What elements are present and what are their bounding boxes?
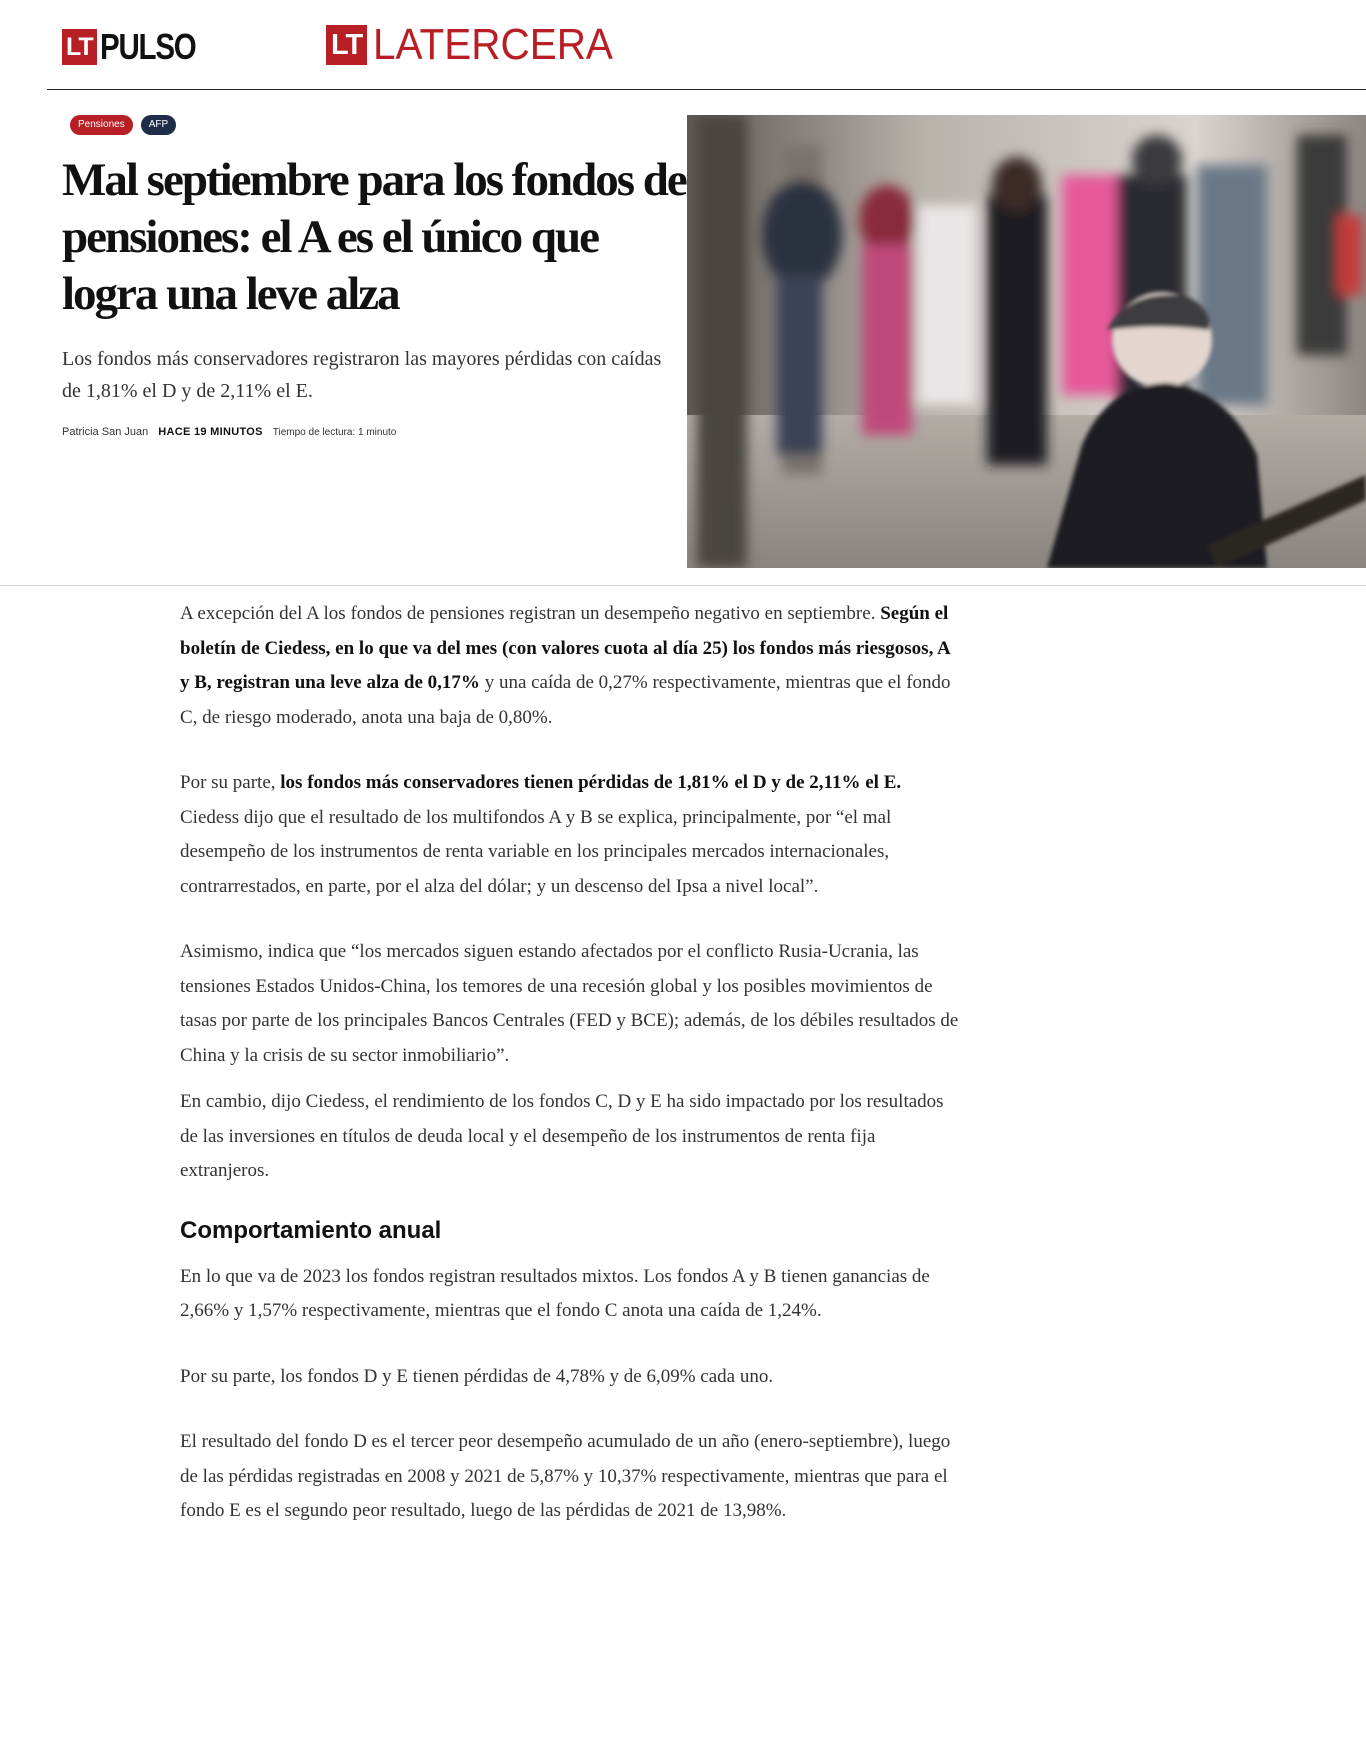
pulso-logo-badge: LT [62, 29, 97, 65]
paragraph-6: En lo que va de 2023 los fondos registran resultados mixtos. Los fondos A y B tienen ganancias de 2,66% y 1,57% respectivamente, mientras que el fondo C anota una caída de 1,24%. [180, 1265, 930, 1321]
tag-afp[interactable]: AFP [141, 115, 176, 135]
article-body [180, 597, 960, 1529]
hero-photo-illustration [687, 115, 1366, 568]
article-headline: Mal septiembre para los fondos de pensiones: el A es el único que logra una leve alza [62, 154, 686, 320]
byline [62, 426, 396, 438]
paragraph-2-lead: Por su parte, [180, 772, 281, 793]
paragraph-5: En cambio, dijo Ciedess, el rendimiento de los fondos C, D y E ha sido impactado por los resultados de las inversiones en títulos de deuda local y el desempeño de los instrumentos de renta fija extranjeros. [180, 1091, 944, 1181]
pulso-logo-word: PULSO [99, 26, 196, 67]
hero-photo [687, 115, 1366, 568]
paragraph-1-lead: A excepción del A los fondos de pensiones registran un desempeño negativo en septiembre. [180, 603, 881, 624]
paragraph-4: Asimismo, indica que “los mercados siguen estando afectados por el conflicto Rusia-Ucrania, las tensiones Estados Unidos-China, los temores de una recesión global y los posibles movimientos de tasas por parte de los principales Bancos Centrales (FED y BCE); además, de los débiles resultados de China y la crisis de su sector inmobiliario”. [180, 941, 959, 1066]
latercera-logo-badge: LT [326, 25, 367, 65]
paragraph-2 [180, 766, 960, 801]
tag-pensiones[interactable]: Pensiones [70, 115, 133, 135]
paragraph-8: El resultado del fondo D es el tercer peor desempeño acumulado de un año (enero-septiembre), luego de las pérdidas registradas en 2008 y 2021 de 5,87% y 10,37% respectivamente, mientras que para el fondo E es el segundo peor resultado, luego de las pérdidas de 2021 de 13,98%. [180, 1431, 951, 1521]
paragraph-2-highlight: los fondos más conservadores tienen pérdidas de 1,81% el D y de 2,11% el E. [280, 772, 902, 793]
paragraph-7: Por su parte, los fondos D y E tienen pérdidas de 4,78% y de 6,09% cada uno. [180, 1365, 774, 1387]
paragraph-3: Ciedess dijo que el resultado de los multifondos A y B se explica, principalmente, por “el mal desempeño de los instrumentos de renta variable en los principales mercados internacionales, contrarrestados, en parte, por el alza del dólar; y un descenso del Ipsa a nivel local”. [180, 806, 892, 897]
publish-time: HACE 19 MINUTOS [158, 426, 263, 438]
article-dek: Los fondos más conservadores registraron las mayores pérdidas con caídas de 1,81% el D y de 2,11% el E. [62, 348, 662, 402]
reading-time: Tiempo de lectura: 1 minuto [272, 427, 397, 438]
pulso-logo[interactable] [62, 27, 216, 67]
latercera-logo-word: LATERCERA [373, 20, 614, 69]
paragraph-1-tail: y una caída de 0,27% respectivamente, mientras que el fondo C, de riesgo moderado, anota una baja de 0,80%. [180, 672, 951, 728]
paragraph-1 [180, 597, 960, 735]
author-link[interactable]: Patricia San Juan [62, 426, 149, 438]
section-divider [0, 585, 1366, 586]
site-header [47, 0, 1366, 90]
tag-list [70, 115, 176, 135]
latercera-logo[interactable] [326, 20, 634, 69]
section-subhead: Comportamiento anual [180, 1216, 442, 1244]
paragraph-1-highlight: Según el boletín de Ciedess, en lo que va del mes (con valores cuota al día 25) los fondos más riesgosos, A y B, registran una leve alza de 0,17% [180, 603, 950, 693]
